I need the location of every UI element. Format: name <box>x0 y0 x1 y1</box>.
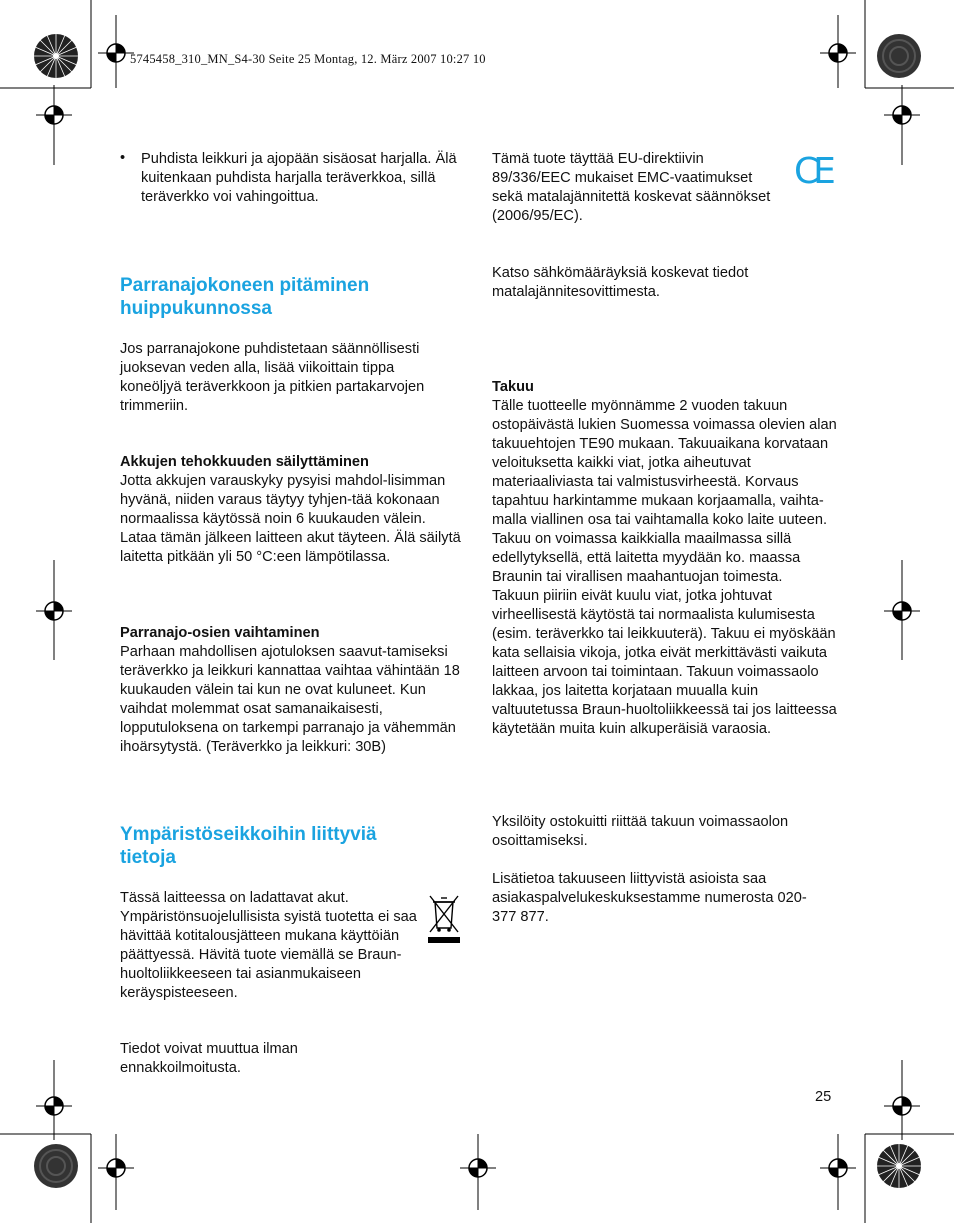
paragraph: Lisätietoa takuuseen liittyvistä asioista saa asiakaspalvelukeskuksestamme numerosta 020-377 877. <box>492 871 807 925</box>
warranty-section <box>492 378 837 739</box>
receipt-text <box>492 813 837 851</box>
registration-mark-icon <box>460 1150 496 1186</box>
notice-text <box>120 1040 360 1078</box>
print-slug: 5745458_310_MN_S4-30 Seite 25 Montag, 12. März 2007 10:27 10 <box>130 52 486 66</box>
paragraph: Tämä tuote täyttää EU-direktiivin 89/336/EEC mukaiset EMC-vaatimukset sekä matalajännitettä koskevat säännökset (2006/95/EC). <box>492 151 771 224</box>
page-number: 25 <box>815 1089 832 1105</box>
bullet-icon: • <box>120 150 126 166</box>
registration-mark-icon <box>884 1088 920 1124</box>
paragraph: Takuun piiriin eivät kuulu viat, jotka johtuvat virheellisestä käytöstä tai normaalista kulumisesta (esim. teräverkko tai leikkuuterä). Takuu ei myöskään kata sellaisia vikoja, jotka eivät merkittävästi vaikuta laitteen arvoon tai toimintaan. Takuun voimassaolo lakkaa, jos laitetta korjataan muualla kuin valtuutetussa Braun-huoltoliikkeessä tai jos laitteessa käytetään muita kuin alkuperäisiä varaosia. <box>492 588 837 737</box>
environment-text <box>120 889 445 1003</box>
registration-mark-icon <box>884 593 920 629</box>
ce-mark-icon: CE <box>794 151 830 192</box>
heading-line: Parranajokoneen pitäminen <box>120 275 370 296</box>
paragraph: Katso sähkömääräyksiä koskevat tiedot matalajännitesovittimesta. <box>492 265 749 300</box>
maintenance-text <box>120 340 435 416</box>
registration-mark-icon <box>36 1088 72 1124</box>
heading-line: Ympäristöseikkoihin liittyviä <box>120 824 377 845</box>
registration-mark-icon <box>36 593 72 629</box>
parts-section <box>120 624 465 757</box>
voltage-text <box>492 264 802 302</box>
paragraph: Jos parranajokone puhdistetaan säännöllisesti juoksevan veden alla, lisää viikoittain tippa koneöljyä teräverkkoon ja pitkien partakarvojen trimmeriin. <box>120 341 425 414</box>
paragraph: Parhaan mahdollisen ajotuloksen saavut-tamiseksi teräverkko ja leikkuri kannattaa vaihtaa vähintään 18 kuukauden välein tai kun ne ovat kuluneet. Kun vaihdat molemmat osat samanaikaisesti, lopputuloksena on tarkempi parranajo ja vähemmän ihoärsytystä. (Teräverkko ja leikkuri: 30B) <box>120 644 460 755</box>
registration-mark-icon <box>36 97 72 133</box>
paragraph: Tälle tuotteelle myönnämme 2 vuoden takuun ostopäivästä lukien Suomessa voimassa olevien alan takuuehtojen TE90 mukaan. Takuuaikana korvataan veloituksetta kaikki viat, jotka aiheutuvat materiaaliviasta tai valmistusvirheestä. Korvaus tapahtuu harkintamme mukaan korjaamalla, vaihta-malla viallinen osa tai vaihtamalla koko laite uuteen. Takuu on voimassa kaikkialla maailmassa sillä edellytyksellä, että laitetta myydään ko. maassa Braunin tai virallisen maahantuojan toimesta. <box>492 398 837 585</box>
heading-line: huippukunnossa <box>120 298 272 319</box>
registration-mark-icon <box>98 35 134 71</box>
color-wheel-icon <box>876 1143 922 1189</box>
subheading: Parranajo-osien vaihtaminen <box>120 625 320 641</box>
registration-mark-icon <box>820 1150 856 1186</box>
registration-mark-icon <box>884 97 920 133</box>
section-heading-environment <box>120 823 377 869</box>
heading-line: tietoja <box>120 847 176 868</box>
section-heading-maintenance <box>120 274 369 320</box>
bullet-paragraph: Puhdista leikkuri ja ajopään sisäosat harjalla. Älä kuitenkaan puhdista harjalla teräverkkoa, sillä teräverkko voi vahingoittua. <box>141 151 457 205</box>
ce-text <box>492 150 772 226</box>
bullet-text <box>141 150 461 207</box>
color-wheel-icon <box>33 1143 79 1189</box>
subheading: Akkujen tehokkuuden säilyttäminen <box>120 454 369 470</box>
paragraph: Yksilöity ostokuitti riittää takuun voimassaolon osoittamiseksi. <box>492 814 789 849</box>
battery-section <box>120 453 465 567</box>
info-text <box>492 870 822 927</box>
color-wheel-icon <box>33 33 79 79</box>
registration-mark-icon <box>820 35 856 71</box>
subheading: Takuu <box>492 379 534 395</box>
paragraph: Tiedot voivat muuttua ilman ennakkoilmoitusta. <box>120 1041 298 1076</box>
paragraph: Tässä laitteessa on ladattavat akut. Ympäristönsuojelullisista syistä tuotetta ei saa hävittää kotitalousjätteen mukana käyttöiän päättyessä. Hävitä tuote viemällä se Braun-huoltoliikkeeseen tai asianmukaiseen keräyspisteeseen. <box>120 890 417 1001</box>
crossed-bin-icon <box>426 892 462 946</box>
color-wheel-icon <box>876 33 922 79</box>
registration-mark-icon <box>98 1150 134 1186</box>
paragraph: Jotta akkujen varauskyky pysyisi mahdol-lisimman hyvänä, niiden varaus täytyy tyhjen-tää kokonaan normaalissa käytössä noin 6 kuukauden välein. Lataa tämän jälkeen laitteen akut täyteen. Älä säilytä laitetta pitkään yli 50 °C:een lämpötilassa. <box>120 473 461 565</box>
